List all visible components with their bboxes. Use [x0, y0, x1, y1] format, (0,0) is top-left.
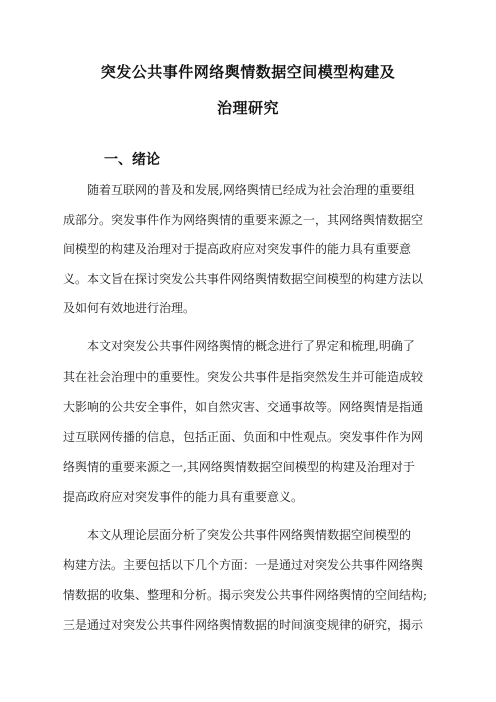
document-title-line-2: 治理研究 — [216, 99, 279, 117]
section-heading: 一、绪论 — [104, 152, 160, 168]
paragraph-1-line-4: 义。本文旨在探讨突发公共事件网络舆情数据空间模型的构建方法以 — [63, 272, 424, 286]
paragraph-1-line-1: 随着互联网的普及和发展,网络舆情已经成为社会治理的重要组 — [87, 183, 415, 197]
paragraph-2-line-2: 其在社会治理中的重要性。突发公共事件是指突然发生并可能造成较 — [63, 370, 424, 384]
paragraph-1-line-2: 成部分。突发事件作为网络舆情的重要来源之一，其网络舆情数据空 — [63, 213, 424, 227]
paragraph-1-line-5: 及如何有效地进行治理。 — [63, 301, 196, 315]
paragraph-3-line-4: 三是通过对突发公共事件网络舆情数据的时间演变规律的研究，揭示 — [63, 618, 424, 632]
paragraph-2-line-6: 提高政府应对突发事件的能力具有重要意义。 — [63, 490, 304, 504]
document-title-line-1: 突发公共事件网络舆情数据空间模型构建及 — [100, 63, 396, 81]
paragraph-2-line-4: 过互联网传播的信息，包括正面、负面和中性观点。突发事件作为网 — [63, 430, 424, 444]
paragraph-2-line-1: 本文对突发公共事件网络舆情的概念进行了界定和梳理,明确了 — [87, 339, 415, 353]
paragraph-1-line-3: 间模型的构建及治理对于提高政府应对突发事件的能力具有重要意 — [63, 242, 412, 256]
paragraph-2-line-3: 大影响的公共安全事件，如自然灾害、交通事故等。网络舆情是指通 — [63, 400, 424, 414]
paragraph-2-line-5: 络舆情的重要来源之一,其网络舆情数据空间模型的构建及治理对于 — [63, 460, 415, 474]
paragraph-3-line-3: 情数据的收集、整理和分析。揭示突发公共事件网络舆情的空间结构; — [63, 588, 428, 602]
paragraph-3-line-2: 构建方法。主要包括以下几个方面：一是通过对突发公共事件网络舆 — [63, 558, 424, 572]
paragraph-3-line-1: 本文从理论层面分析了突发公共事件网络舆情数据空间模型的 — [87, 528, 412, 542]
